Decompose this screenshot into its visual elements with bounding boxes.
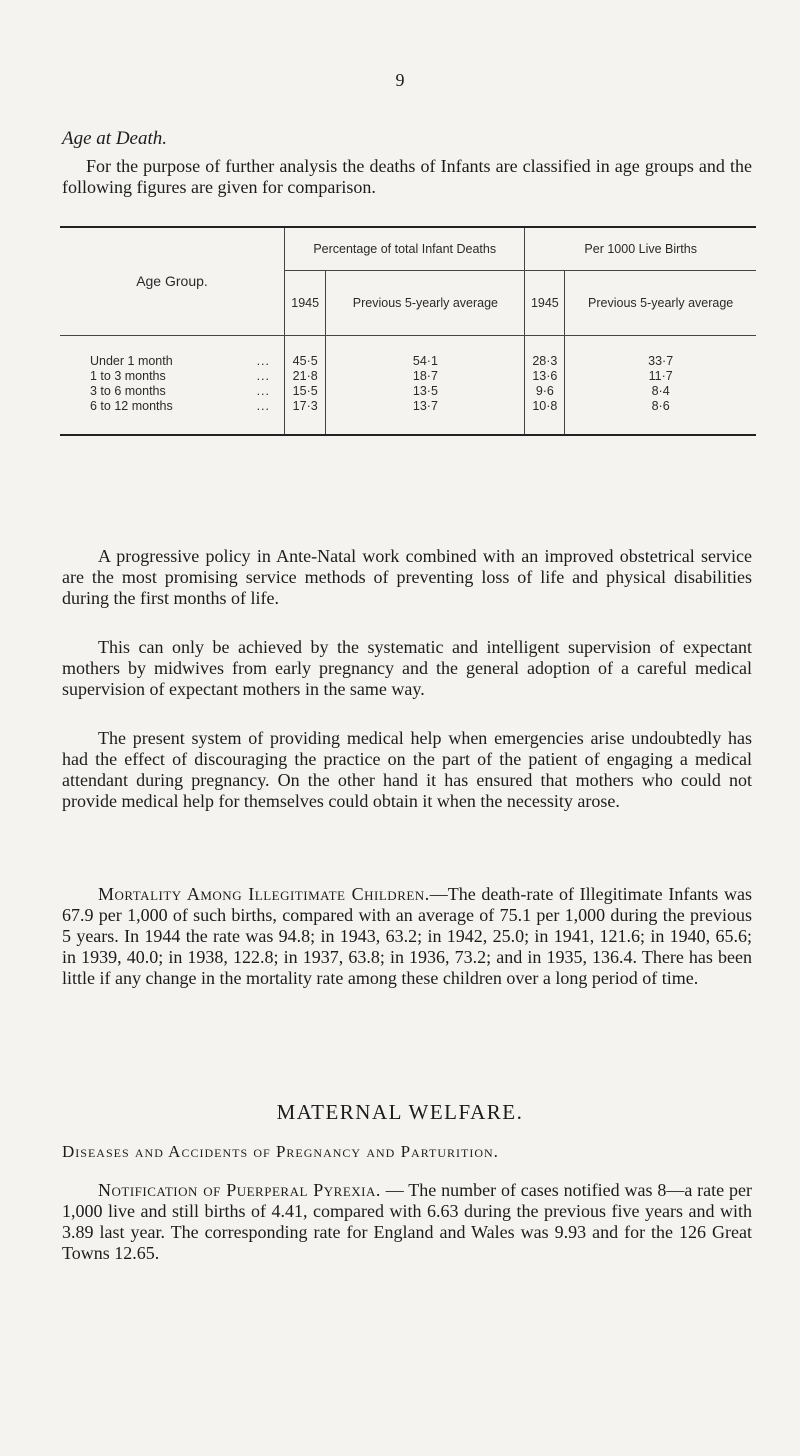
table-row [60,369,756,384]
age-cell [60,399,285,434]
age-cell [60,384,285,399]
average-header: Previous 5-yearly average [326,271,525,336]
section-heading: Age at Death. [62,128,168,149]
year-header: 1945 [525,271,565,336]
value-cell: 18·7 [326,369,525,384]
value-cell: 33·7 [648,354,674,368]
table-row [60,384,756,399]
age-group-header: Age Group. [60,228,285,336]
illegitimate-mortality-text: —The death-rate of Illegitimate Infants was 67.9 per 1,000 of such births, compared with an average of 75.1 per 1,000 during the previous 5 years. In 1944 the rate was 94.8; in 1943, 63.2; in 1942, 25.0; in 1941, 121.6; in 1940, 65.6; in 1939, 40.0; in 1938, 122.8; in 1937, 63.8; in 1936, 73.2; and in 1935, 136.4. There has been little if any change in the mortality rate among these children over a long period of time. [62,884,752,988]
age-label: 6 to 12 months [90,399,173,413]
illegitimate-mortality-paragraph [62,884,752,989]
age-label: 3 to 6 months [90,384,166,398]
emergency-help-paragraph: The present system of providing medical help when emergencies arise undoubtedly has had the effect of discouraging the practice on the part of the patient of engaging a medical attendant during pregnancy. On the other hand it has ensured that mothers who could not provide medical help for themselves could obtain it when the necessity arose. [62,728,752,811]
intro-paragraph: For the purpose of further analysis the deaths of Infants are classified in age groups and the following figures are given for comparison. [62,156,752,197]
age-label: Under 1 month [90,354,173,368]
puerperal-pyrexia-paragraph [62,1180,752,1264]
average-header: Previous 5-yearly average [565,271,756,336]
value-cell: 15·5 [285,384,326,399]
value-cell: 10·8 [525,399,565,434]
page-number: 9 [395,70,405,90]
maternal-welfare-heading: MATERNAL WELFARE. [276,1100,524,1124]
value-cell: 8·4 [651,384,670,398]
leader-dots: ... [256,369,270,383]
value-cell: 9·6 [525,384,565,399]
age-cell [60,336,285,370]
value-cell: 17·3 [285,399,326,434]
value-cell: 45·5 [285,336,326,370]
value-cell: 8·6 [651,399,670,413]
illegitimate-mortality-heading: Mortality Among Illegitimate Children. [98,884,430,904]
supervision-paragraph: This can only be achieved by the systematic and intelligent supervision of expectant mothers by midwives from early pregnancy and the general adoption of a careful medical supervision of expectant mothers in the same way. [62,637,752,699]
table-row [60,336,756,370]
leader-dots: ... [256,399,270,413]
value-cell: 13·6 [525,369,565,384]
puerperal-pyrexia-heading: Notification of Puerperal Pyrexia. [98,1180,381,1200]
age-cell [60,369,285,384]
year-header: 1945 [285,271,326,336]
per-1000-header: Per 1000 Live Births [525,228,756,271]
leader-dots: ... [256,354,270,368]
value-cell: 21·8 [285,369,326,384]
value-cell: 54·1 [326,336,525,370]
diseases-subheading: Diseases and Accidents of Pregnancy and Parturition. [62,1142,499,1161]
ante-natal-paragraph: A progressive policy in Ante-Natal work combined with an improved obstetrical service are the most promising service methods of preventing loss of life and physical disabilities during the first months of life. [62,546,752,608]
age-label: 1 to 3 months [90,369,166,383]
puerperal-pyrexia-text: — The number of cases notified was 8—a rate per 1,000 live and still births of 4.41, compared with 6.63 during the previous five years and with 3.89 last year. The corresponding rate for England and Wales was 9.93 and for the 126 Great Towns 12.65. [62,1180,752,1263]
table-row [60,399,756,434]
value-cell: 11·7 [648,369,673,383]
value-cell: 13·5 [326,384,525,399]
leader-dots: ... [256,384,270,398]
value-cell: 13·7 [326,399,525,434]
infant-deaths-table [60,226,756,436]
percentage-header: Percentage of total Infant Deaths [285,228,525,271]
value-cell: 28·3 [525,336,565,370]
